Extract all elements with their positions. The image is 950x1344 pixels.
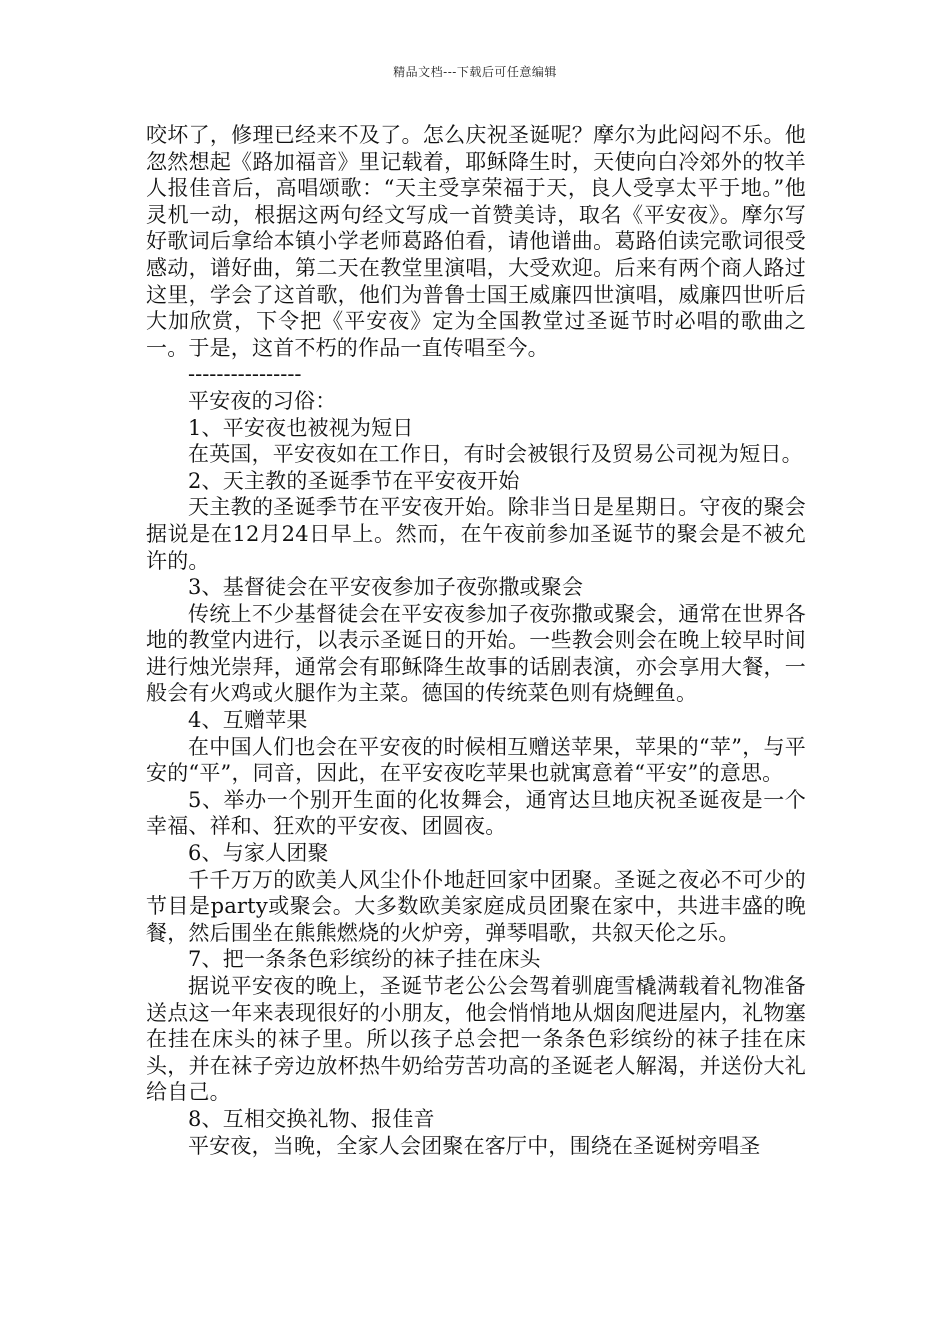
body-paragraph: 据说平安夜的晚上，圣诞节老公公会驾着驯鹿雪橇满载着礼物准备送点这一年来表现很好的小朋友，他会悄悄地从烟囱爬进屋内，礼物塞在挂在床头的袜子里。所以孩子总会把一条条色彩缤纷的袜子挂在床头，并在袜子旁边放杯热牛奶给劳苦功高的圣诞老人解渴，并送份大礼给自己。 (146, 974, 806, 1105)
body-paragraph: 在中国人们也会在平安夜的时候相互赠送苹果，苹果的“苹”，与平安的“平”，同音，因此，在平安夜吃苹果也就寓意着“平安”的意思。 (146, 734, 806, 786)
body-paragraph: 天主教的圣诞季节在平安夜开始。除非当日是星期日。守夜的聚会据说是在12月24日早上。然而，在午夜前参加圣诞节的聚会是不被允许的。 (146, 495, 806, 573)
custom-heading-2: 2、天主教的圣诞季节在平安夜开始 (188, 468, 520, 493)
body-paragraph: 千千万万的欧美人风尘仆仆地赶回家中团聚。圣诞之夜必不可少的节目是party或聚会。大多数欧美家庭成员团聚在家中，共进丰盛的晚餐，然后围坐在熊熊燃烧的火炉旁，弹琴唱歌，共叙天伦之乐。 (146, 867, 806, 945)
document-body (146, 122, 806, 1159)
custom-heading-6: 6、与家人团聚 (188, 841, 329, 866)
body-paragraph: 传统上不少基督徒会在平安夜参加子夜弥撒或聚会，通常在世界各地的教堂内进行，以表示圣诞日的开始。一些教会则会在晚上较早时间进行烛光崇拜，通常会有耶稣降生故事的话剧表演，亦会享用大餐，一般会有火鸡或火腿作为主菜。德国的传统菜色则有烧鲤鱼。 (146, 601, 806, 706)
body-paragraph: 咬坏了，修理已经来不及了。怎么庆祝圣诞呢？摩尔为此闷闷不乐。他忽然想起《路加福音》里记载着，耶稣降生时，天使向白冷郊外的牧羊人报佳音后，高唱颂歌：“天主受享荣福于天，良人受享太平于地。”他灵机一动，根据这两句经文写成一首赞美诗，取名《平安夜》。摩尔写好歌词后拿给本镇小学老师葛路伯看，请他谱曲。葛路伯读完歌词很受感动，谱好曲，第二天在教堂里演唱，大受欢迎。后来有两个商人路过这里，学会了这首歌，他们为普鲁士国王威廉四世演唱，威廉四世听后大加欣赏，下令把《平安夜》定为全国教堂过圣诞节时必唱的歌曲之一。于是，这首不朽的作品一直传唱至今。 (146, 123, 806, 360)
section-heading: 平安夜的习俗： (188, 388, 337, 413)
custom-heading-8: 8、互相交换礼物、报佳音 (188, 1106, 435, 1131)
page-header: 精品文档---下载后可任意编辑 (393, 65, 557, 79)
body-paragraph: 平安夜，当晚，全家人会团聚在客厅中，围绕在圣诞树旁唱圣 (188, 1133, 761, 1158)
custom-heading-5: 5、举办一个别开生面的化妆舞会，通宵达旦地庆祝圣诞夜是一个幸福、祥和、狂欢的平安夜、团圆夜。 (146, 787, 806, 839)
custom-heading-1: 1、平安夜也被视为短日 (188, 415, 414, 440)
custom-heading-4: 4、互赠苹果 (188, 708, 308, 733)
custom-heading-3: 3、基督徒会在平安夜参加子夜弥撒或聚会 (188, 575, 584, 600)
section-divider: ---------------- (188, 362, 302, 387)
body-paragraph: 在英国，平安夜如在工作日，有时会被银行及贸易公司视为短日。 (188, 442, 803, 467)
custom-heading-7: 7、把一条条色彩缤纷的袜子挂在床头 (188, 947, 541, 972)
